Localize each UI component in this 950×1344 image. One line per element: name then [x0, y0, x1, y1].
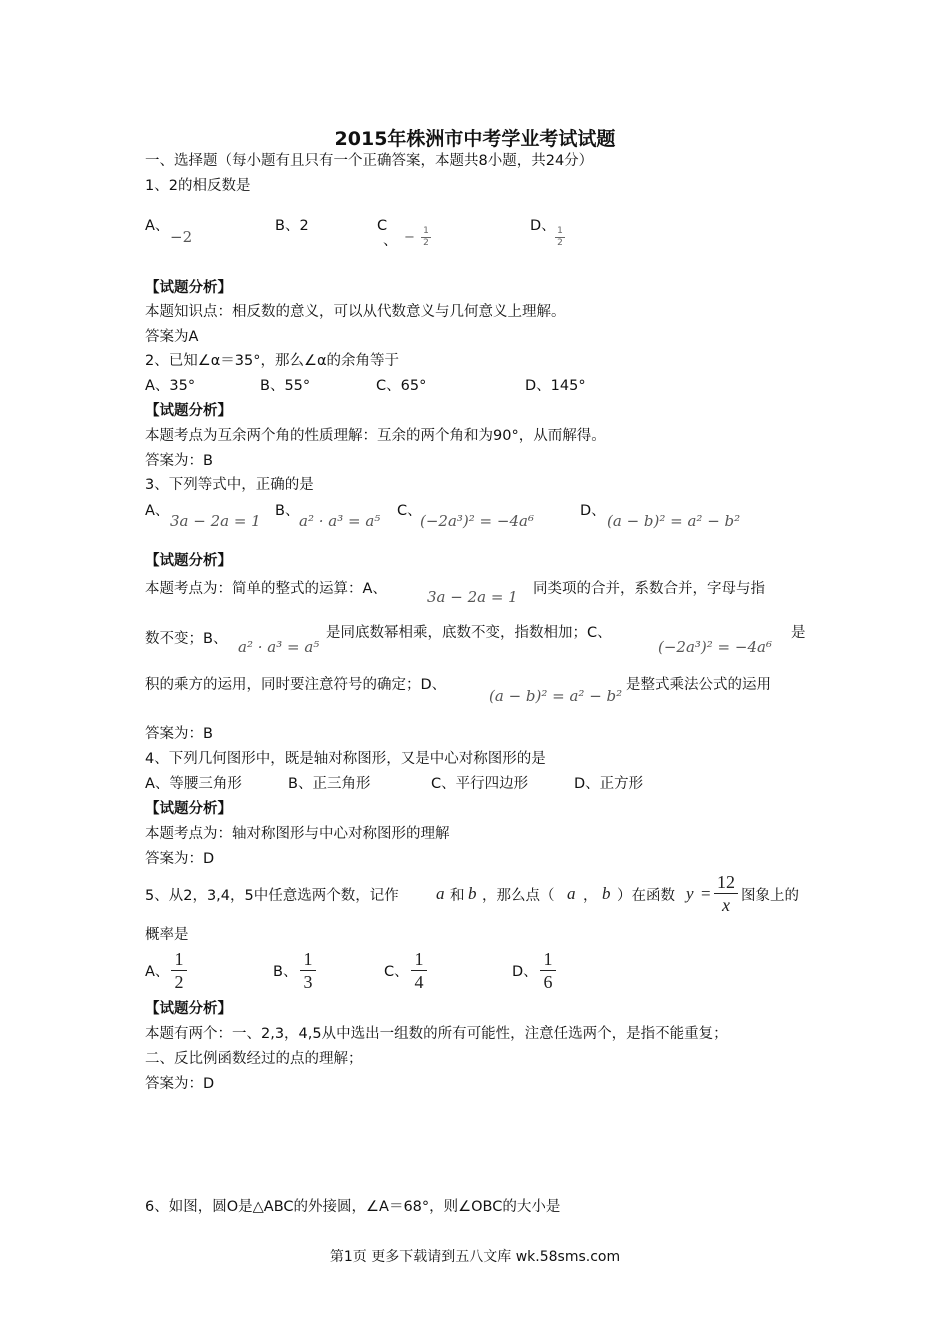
q5-a-num: 1: [174, 949, 184, 969]
q3-option-a-math: 3a − 2a = 1: [170, 512, 261, 530]
q3-analysis-part: 是同底数幂相乘，底数不变，指数相加；C、: [326, 625, 612, 641]
q1-analysis-label: 【试题分析】: [145, 280, 232, 296]
q5-option-a-fraction: [171, 949, 187, 992]
q2-option-b: B、55°: [260, 378, 311, 394]
q3-analysis-part: 是整式乘法公式的运用: [626, 677, 771, 693]
q6-stem: 6、如图，圆O是△ABC的外接圆，∠A＝68°，则∠OBC的大小是: [145, 1199, 561, 1215]
q5-fn-num: 12: [717, 872, 735, 892]
q1-option-a-label: A、: [145, 218, 170, 234]
q3-analysis-part: 积的乘方的运用，同时要注意符号的确定；D、: [145, 677, 447, 693]
q1-option-c-sep: 、: [383, 233, 398, 249]
q1-option-c-fraction: [421, 227, 431, 248]
q4-analysis: 本题考点为：轴对称图形与中心对称图形的理解: [145, 826, 450, 842]
q5-fn-fraction: [714, 872, 738, 915]
q5-d-num: 1: [543, 949, 553, 969]
q3-analysis-math-c: (−2a³)² = −4a⁶: [658, 638, 772, 656]
q1-c-num: 1: [423, 226, 429, 236]
q5-b-den: 3: [303, 972, 313, 992]
fraction-bar: [300, 970, 316, 971]
q1-c-den: 2: [423, 238, 429, 248]
q1-option-b: B、2: [275, 218, 309, 234]
q5-option-d-label: D、: [512, 964, 538, 980]
q5-point-sep: ，: [583, 888, 598, 904]
q5-answer: 答案为：D: [145, 1076, 215, 1092]
q2-option-d: D、145°: [525, 378, 586, 394]
page-footer: 第1页 更多下载请到五八文库 wk.58sms.com: [329, 1249, 621, 1265]
q5-b-num: 1: [303, 949, 313, 969]
q3-analysis-part: 是: [791, 625, 806, 641]
q3-analysis-part: 同类项的合并，系数合并，字母与指: [533, 581, 765, 597]
q5-c-num: 1: [414, 949, 424, 969]
q3-analysis-math-d: (a − b)² = a² − b²: [489, 687, 623, 705]
q5-analysis-line1: 本题有两个：一、2,3，4,5从中选出一组数的所有可能性，注意任选两个，是指不能重复；: [145, 1026, 728, 1042]
q3-option-d-label: D、: [580, 503, 606, 519]
q5-d-den: 6: [543, 972, 553, 992]
q5-stem: ，那么点（: [482, 888, 555, 904]
q4-stem: 4、下列几何图形中，既是轴对称图形，又是中心对称图形的是: [145, 751, 546, 767]
q5-var-b: b: [468, 884, 477, 903]
q5-a-den: 2: [174, 972, 184, 992]
q5-option-b-label: B、: [273, 964, 298, 980]
q2-analysis: 本题考点为互余两个角的性质理解：互余的两个角和为90°，从而解得。: [145, 428, 606, 444]
q3-answer: 答案为：B: [145, 726, 213, 742]
q5-fn-den: x: [722, 895, 730, 915]
q1-analysis: 本题知识点：相反数的意义，可以从代数意义与几何意义上理解。: [145, 304, 566, 320]
q1-option-a-math: −2: [170, 228, 193, 246]
q2-option-a: A、35°: [145, 378, 196, 394]
q3-analysis-part: 本题考点为：简单的整式的运算：A、: [145, 581, 387, 597]
q5-stem: ）在函数: [617, 888, 675, 904]
q3-analysis-math-b: a² · a³ = a⁵: [238, 638, 320, 656]
q2-option-c: C、65°: [376, 378, 427, 394]
q5-analysis-line2: 二、反比例函数经过的点的理解；: [145, 1051, 363, 1067]
fraction-bar: [540, 970, 556, 971]
q5-option-c-label: C、: [384, 964, 409, 980]
q5-option-b-fraction: [300, 949, 316, 992]
q1-option-c-minus: −: [404, 230, 415, 245]
q3-option-b-math: a² · a³ = a⁵: [299, 512, 381, 530]
fraction-bar: [171, 970, 187, 971]
q3-analysis-label: 【试题分析】: [145, 553, 232, 569]
q3-option-d-math: (a − b)² = a² − b²: [607, 512, 741, 530]
q4-option-c: C、平行四边形: [431, 776, 529, 792]
q5-analysis-label: 【试题分析】: [145, 1001, 232, 1017]
q5-var-a: a: [436, 884, 445, 903]
q5-fn-y: y: [686, 884, 694, 903]
q1-stem: 1、2的相反数是: [145, 178, 251, 194]
q5-c-den: 4: [414, 972, 424, 992]
q2-answer: 答案为：B: [145, 453, 213, 469]
q1-option-d-fraction: [555, 227, 565, 248]
q5-option-c-fraction: [411, 949, 427, 992]
q4-answer: 答案为：D: [145, 851, 215, 867]
q3-option-c-math: (−2a³)² = −4a⁶: [420, 512, 534, 530]
q5-stem: 和: [450, 888, 465, 904]
q3-analysis-math-a: 3a − 2a = 1: [427, 588, 518, 606]
q2-analysis-label: 【试题分析】: [145, 403, 232, 419]
q5-stem: 5、从2，3,4，5中任意选两个数，记作: [145, 888, 399, 904]
section-header: 一、选择题（每小题有且只有一个正确答案，本题共8小题，共24分）: [145, 153, 594, 169]
q2-stem: 2、已知∠α＝35°，那么∠α的余角等于: [145, 353, 400, 369]
q3-option-a-label: A、: [145, 503, 170, 519]
q5-stem: 图象上的: [741, 888, 799, 904]
fraction-bar: [411, 970, 427, 971]
q5-point-b: b: [602, 884, 611, 903]
q3-option-b-label: B、: [275, 503, 300, 519]
q1-option-c-label: C: [377, 218, 388, 234]
q3-analysis-part: 数不变；B、: [145, 631, 228, 647]
page-title: 2015年株洲市中考学业考试试题: [334, 128, 616, 150]
q3-option-c-label: C、: [397, 503, 422, 519]
q4-analysis-label: 【试题分析】: [145, 801, 232, 817]
q5-option-d-fraction: [540, 949, 556, 992]
q5-fn-eq: =: [701, 884, 711, 903]
q1-answer: 答案为A: [145, 329, 199, 345]
q4-option-d: D、正方形: [574, 776, 644, 792]
fraction-bar: [714, 893, 738, 894]
q5-option-a-label: A、: [145, 964, 170, 980]
q1-option-d-label: D、: [530, 218, 556, 234]
q3-stem: 3、下列等式中，正确的是: [145, 477, 314, 493]
q1-d-den: 2: [557, 238, 563, 248]
q1-d-num: 1: [557, 226, 563, 236]
q5-stem: 概率是: [145, 927, 189, 943]
q4-option-b: B、正三角形: [288, 776, 371, 792]
q5-point-a: a: [567, 884, 576, 903]
q4-option-a: A、等腰三角形: [145, 776, 242, 792]
